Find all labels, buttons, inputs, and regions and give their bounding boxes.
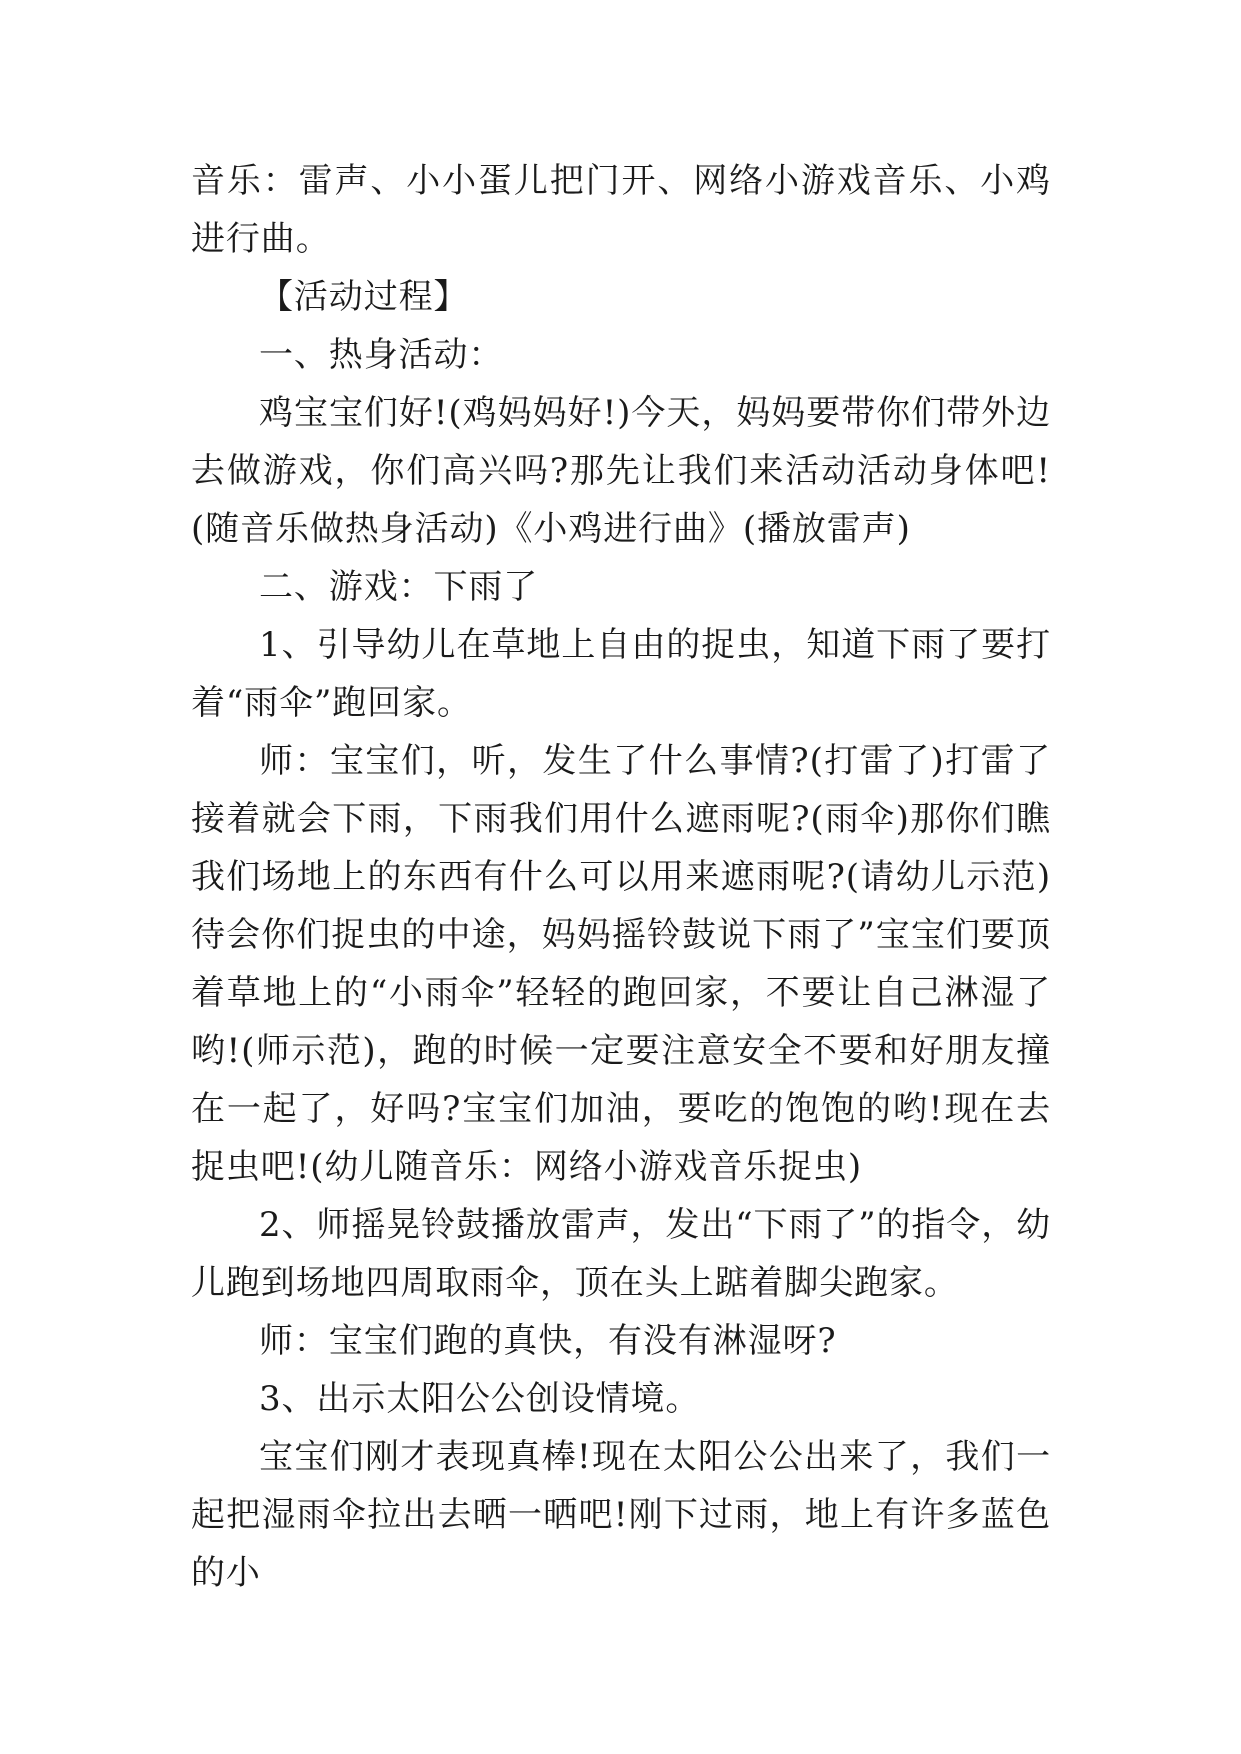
document-body <box>191 152 1051 1602</box>
paragraph-materials-music: 音乐：雷声、小小蛋儿把门开、网络小游戏音乐、小鸡进行曲。 <box>191 161 1051 259</box>
paragraph-step-3: 3、出示太阳公公创设情境。 <box>259 1379 701 1419</box>
subheading-warmup: 一、热身活动： <box>259 335 504 375</box>
paragraph-teacher-question: 师：宝宝们跑的真快，有没有淋湿呀? <box>259 1321 837 1361</box>
paragraph-step-1: 1、引导幼儿在草地上自由的捉虫，知道下雨了要打着“雨伞”跑回家。 <box>191 625 1051 723</box>
subheading-game-rain: 二、游戏：下雨了 <box>259 567 539 607</box>
section-heading-activity-process: 【活动过程】 <box>259 277 469 317</box>
paragraph-sun-scene: 宝宝们刚才表现真棒!现在太阳公公出来了，我们一起把湿雨伞拉出去晒一晒吧!刚下过雨，地上有许多蓝色的小 <box>191 1437 1051 1593</box>
paragraph-teacher-instructions: 师：宝宝们，听，发生了什么事情?(打雷了)打雷了接着就会下雨，下雨我们用什么遮雨呢?(雨伞)那你们瞧我们场地上的东西有什么可以用来遮雨呢?(请幼儿示范)待会你们捉虫的中途，妈妈摇铃鼓说下雨了”宝宝们要顶着草地上的“小雨伞”轻轻的跑回家，不要让自己淋湿了哟!(师示范)，跑的时候一定要注意安全不要和好朋友撞在一起了，好吗?宝宝们加油，要吃的饱饱的哟!现在去捉虫吧!(幼儿随音乐：网络小游戏音乐捉虫) <box>191 741 1051 1187</box>
paragraph-step-2: 2、师摇晃铃鼓播放雷声，发出“下雨了”的指令，幼儿跑到场地四周取雨伞，顶在头上踮着脚尖跑家。 <box>191 1205 1051 1303</box>
paragraph-warmup-dialogue: 鸡宝宝们好!(鸡妈妈好!)今天，妈妈要带你们带外边去做游戏，你们高兴吗?那先让我们来活动活动身体吧!(随音乐做热身活动)《小鸡进行曲》(播放雷声) <box>191 393 1051 549</box>
